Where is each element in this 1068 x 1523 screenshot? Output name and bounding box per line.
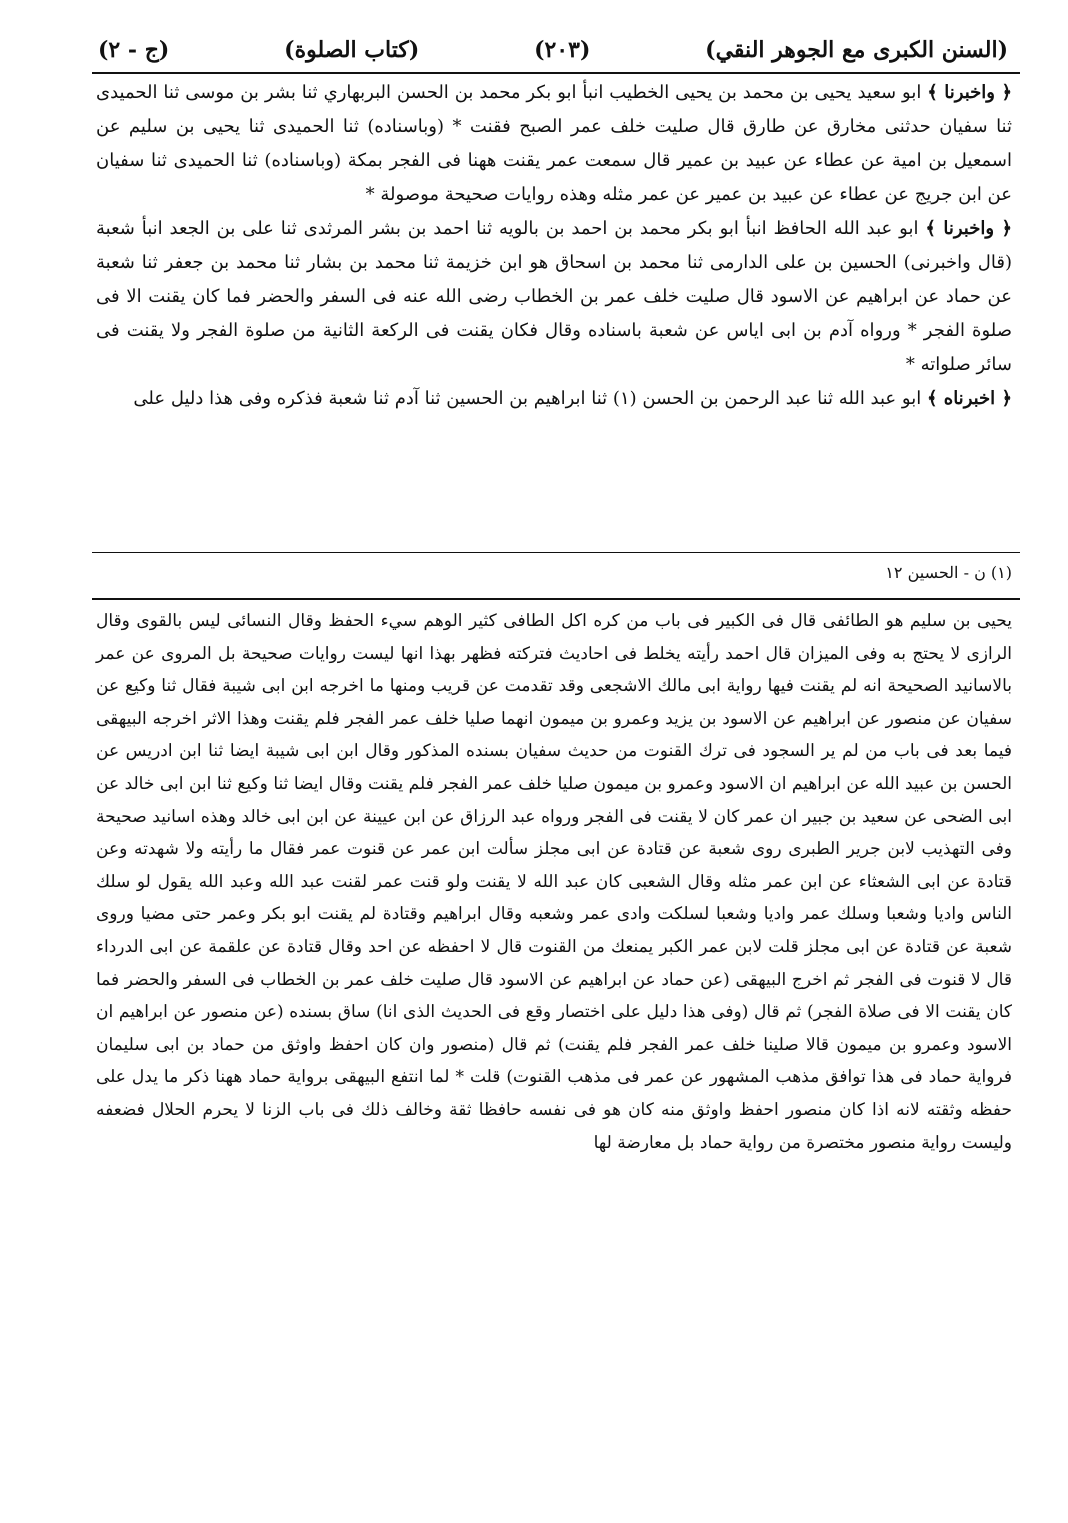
commentary-paragraph: يحيى بن سليم هو الطائفى قال فى الكبير فى باب من كره اكل الطافى كثير الوهم سيء الحفظ وقال النسائى ليس بالقوى وقال الرازى لا يحتج به وفى الميزان قال احمد رأيته يخلط فى احاديث فتركته فظهر بهذا انها ليست روايات صحيحة بل المروى عن عمر بالاسانيد الصحيحة انه لم يقنت فيها رواية ابى مالك الاشجعى وقد تقدمت عن قريب ومنها ما اخرجه ابن ابى شيبة فقال ثنا وكيع عن سفيان عن منصور عن ابراهيم عن الاسود بن يزيد وعمرو بن ميمون انهما صليا خلف عمر الفجر فلم يقنت وهذا الاثر اخرجه البيهقى فيما بعد فى باب من لم ير السجود فى ترك القنوت من حديث سفيان بسنده المذكور وقال ابن ابى شيبة ايضا ثنا ابن ادريس عن الحسن بن عبيد الله عن ابراهيم ان الاسود وعمرو بن ميمون صليا خلف عمر الفجر فلم يقنت وقال ايضا ثنا وكيع ثنا ابن ابى خالد عن ابى الضحى عن سعيد بن جبير ان عمر كان لا يقنت فى الفجر ورواه عبد الرزاق عن ابن عيينة عن ابن ابى خالد وهذه اسانيد صحيحة وفى التهذيب لابن جرير الطبرى روى شعبة عن قتادة عن ابى مجلز سألت ابن عمر عن قنوت عمر فقال ما رأيته ولا شهدته وعن قتادة عن ابى الشعثاء عن ابن عمر مثله وقال الشعبى كان عبد الله لا يقنت ولو قنت عمر لقنت عبد الله وعبد الله يقول لو سلك الناس واديا وشعبا وسلك عمر واديا وشعبا لسلكت وادى عمر وشعبه وقال ابراهيم وقتادة لم يقنت ابو بكر وعمر حتى مضيا وروى شعبة عن قتادة عن ابى مجلز قلت لابن عمر الكبر يمنعك من القنوت قال لا احفظه عن احد وقال قتادة عن علقمة عن ابى الدرداء قال لا قنوت فى الفجر ثم اخرج البيهقى (عن حماد عن ابراهيم عن الاسود قال صليت خلف عمر بن الخطاب فى السفر والحضر فما كان يقنت الا فى صلاة الفجر) ثم قال (وفى هذا دليل على اختصار وقع فى الحديث الذى انا) ساق بسنده (عن منصور عن ابراهيم ان الاسود وعمرو بن ميمون قالا صلينا خلف عمر الفجر فلم يقنت) ثم قال (منصور وان كان احفظ واوثق من حماد بن ابى سليمان فرواية حماد فى هذا توافق مذهب المشهور عن عمر فى مذهب القنوت) قلت * لما انتفع البيهقى برواية حماد ههنا ذكر ما يدل على حفظه وثقته لانه اذا كان منصور احفظ واوثق منه كان هو فى نفسه حافظا ثقة وخالف ذلك فى باب الزنا لا يحرم الحلال فضعفه وليست رواية منصور مختصرة من رواية حماد بل معارضة لها (96, 611, 1012, 1153)
commentary-rule (92, 598, 1020, 600)
book-title: (السنن الكبرى مع الجوهر النقي) (705, 37, 1008, 63)
main-text (96, 76, 1012, 416)
paragraph-marker: ﴿ واخبرنا ﴾ (925, 218, 1012, 239)
page-number: (٢٠٣) (534, 37, 591, 63)
paragraph (96, 382, 1012, 416)
chapter-title: (كتاب الصلوة) (284, 37, 420, 63)
volume-label: (ج - ٢) (98, 37, 170, 63)
paragraph-marker: ﴿ اخبرناه ﴾ (926, 388, 1012, 409)
paragraph-marker: ﴿ واخبرنا ﴾ (927, 82, 1012, 103)
header-rule (92, 72, 1020, 74)
paragraph (96, 212, 1012, 382)
footnote: (١) ن - الحسين ١٢ (885, 563, 1012, 582)
paragraph-text: ابو عبد الله ثنا عبد الرحمن بن الحسن (١) ثنا ابراهيم بن الحسين ثنا آدم ثنا شعبة فذكره وفى هذا دليل على (133, 388, 922, 409)
paragraph-text: ابو سعيد يحيى بن محمد بن يحيى الخطيب انبأ ابو بكر محمد بن الحسن البربهاري ثنا بشر بن موسى ثنا الحميدى ثنا سفيان حدثنى مخارق عن طارق قال صليت خلف عمر الصبح فقنت * (وباسناده) ثنا الحميدى ثنا يحيى بن سليم عن اسمعيل بن امية عن عطاء عن عبيد بن عمير قال سمعت عمر يقنت ههنا فى الفجر بمكة (وباسناده) ثنا الحميدى ثنا سفيان عن ابن جريج عن عطاء عن عبيد بن عمير عن عمر مثله وهذه روايات صحيحة موصولة * (96, 82, 1012, 205)
paragraph (96, 76, 1012, 212)
commentary-text (96, 605, 1012, 1159)
page-header (98, 30, 1008, 70)
paragraph-text: ابو عبد الله الحافظ انبأ ابو بكر محمد بن احمد بن بالويه ثنا احمد بن بشر المرثدى ثنا على بن الجعد انبأ شعبة (قال واخبرنى) الحسين بن على الدارمى ثنا محمد بن اسحاق هو ابن خزيمة ثنا محمد بن بشار ثنا محمد بن جعفر ثنا شعبة عن حماد عن ابراهيم عن الاسود قال صليت خلف عمر بن الخطاب رضى الله عنه فى السفر والحضر فما كان يقنت الا فى صلوة الفجر * ورواه آدم بن ابى اياس عن شعبة باسناده وقال فكان يقنت فى الركعة الثانية من صلوة الفجر ولا يقنت فى سائر صلواته * (96, 218, 1013, 375)
footnote-rule (92, 552, 1020, 553)
